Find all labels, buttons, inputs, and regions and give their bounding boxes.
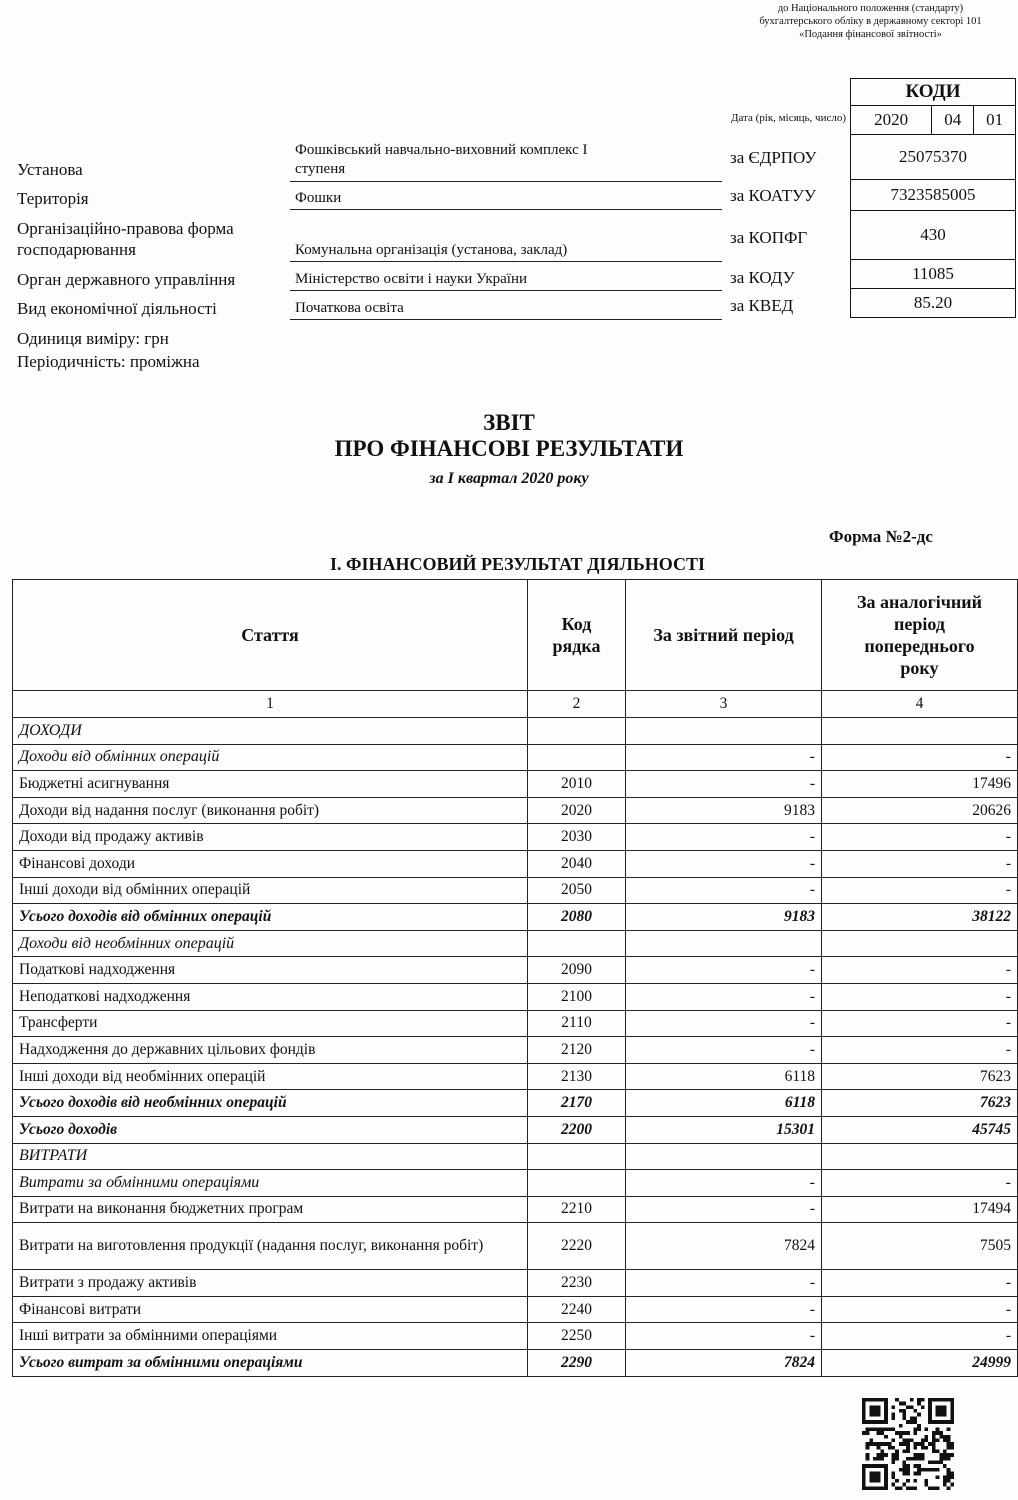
row-current: - xyxy=(626,957,822,984)
table-row xyxy=(13,1037,1018,1064)
row-current: - xyxy=(626,1170,822,1197)
row-previous: 17494 xyxy=(822,1196,1018,1223)
row-previous: 17496 xyxy=(822,771,1018,798)
form-number: Форма №2-дс xyxy=(829,527,933,546)
row-previous: 45745 xyxy=(822,1116,1018,1143)
periodicity-label: Періодичність: проміжна xyxy=(17,352,200,371)
table-row xyxy=(13,1223,1018,1270)
row-previous xyxy=(822,718,1018,745)
row-previous: - xyxy=(822,957,1018,984)
row-name: Доходи від надання послуг (виконання робіт) xyxy=(13,797,528,824)
header-previous-line: року xyxy=(900,658,939,678)
row-name: Усього доходів xyxy=(13,1116,528,1143)
date-month: 04 xyxy=(932,106,974,135)
row-name: Інші доходи від необмінних операцій xyxy=(13,1063,528,1090)
label-kodu: за КОДУ xyxy=(730,268,795,287)
table-row xyxy=(13,1296,1018,1323)
regulation-note xyxy=(728,2,1013,41)
row-current: - xyxy=(626,1196,822,1223)
table-row xyxy=(13,797,1018,824)
row-previous: - xyxy=(822,877,1018,904)
row-previous: - xyxy=(822,1037,1018,1064)
date-year: 2020 xyxy=(851,106,932,135)
row-name: Доходи від обмінних операцій xyxy=(13,744,528,771)
code-edrpou: 25075370 xyxy=(851,135,1016,180)
row-current: 9183 xyxy=(626,904,822,931)
row-name: Трансферти xyxy=(13,1010,528,1037)
row-name: Доходи від продажу активів xyxy=(13,824,528,851)
row-current: - xyxy=(626,983,822,1010)
authority-label: Орган державного управління xyxy=(17,270,236,289)
row-current: - xyxy=(626,1296,822,1323)
header-code-line: Код xyxy=(561,614,592,634)
legal-form-value: Комунальна організація (установа, заклад) xyxy=(295,242,568,258)
row-current xyxy=(626,718,822,745)
table-row xyxy=(13,1063,1018,1090)
row-code: 2250 xyxy=(528,1323,626,1350)
table-row xyxy=(13,1323,1018,1350)
code-kopfg: 430 xyxy=(851,211,1016,260)
row-code: 2050 xyxy=(528,877,626,904)
row-code: 2200 xyxy=(528,1116,626,1143)
row-previous xyxy=(822,1143,1018,1170)
table-row xyxy=(13,1196,1018,1223)
row-name: Фінансові витрати xyxy=(13,1296,528,1323)
row-current: - xyxy=(626,877,822,904)
row-code xyxy=(528,718,626,745)
row-previous: - xyxy=(822,1170,1018,1197)
regulation-note-line: «Подання фінансової звітності» xyxy=(799,29,942,40)
row-current: - xyxy=(626,1010,822,1037)
row-code: 2030 xyxy=(528,824,626,851)
row-name: Усього доходів від обмінних операцій xyxy=(13,904,528,931)
row-current xyxy=(626,1143,822,1170)
table-row xyxy=(13,1270,1018,1297)
header-current: За звітний період xyxy=(626,580,822,691)
row-previous: - xyxy=(822,850,1018,877)
row-code: 2290 xyxy=(528,1350,626,1377)
label-kopfg: за КОПФГ xyxy=(730,228,808,247)
row-previous: 7505 xyxy=(822,1223,1018,1270)
header-previous-line: попереднього xyxy=(864,636,975,656)
row-code: 2170 xyxy=(528,1090,626,1117)
table-row xyxy=(13,850,1018,877)
row-previous: 24999 xyxy=(822,1350,1018,1377)
row-name: Інші доходи від обмінних операцій xyxy=(13,877,528,904)
codes-table xyxy=(850,78,1016,318)
row-previous: 7623 xyxy=(822,1063,1018,1090)
row-current: - xyxy=(626,1323,822,1350)
row-previous: 38122 xyxy=(822,904,1018,931)
table-row xyxy=(13,1010,1018,1037)
row-code: 2240 xyxy=(528,1296,626,1323)
table-row xyxy=(13,1350,1018,1377)
row-previous: - xyxy=(822,1010,1018,1037)
row-name: Усього витрат за обмінними операціями xyxy=(13,1350,528,1377)
table-row xyxy=(13,824,1018,851)
code-kved: 85.20 xyxy=(851,289,1016,318)
row-code xyxy=(528,1170,626,1197)
table-row xyxy=(13,1170,1018,1197)
col-number: 1 xyxy=(13,691,528,718)
row-code xyxy=(528,744,626,771)
row-name: Витрати на виконання бюджетних програм xyxy=(13,1196,528,1223)
row-previous: - xyxy=(822,1270,1018,1297)
row-previous: - xyxy=(822,744,1018,771)
header-previous xyxy=(822,580,1018,691)
row-code: 2020 xyxy=(528,797,626,824)
territory-value: Фошки xyxy=(295,190,342,206)
row-code: 2010 xyxy=(528,771,626,798)
row-code: 2100 xyxy=(528,983,626,1010)
date-day: 01 xyxy=(974,106,1016,135)
col-number: 4 xyxy=(822,691,1018,718)
report-title: ЗВІТ xyxy=(483,410,535,435)
label-kved: за КВЕД xyxy=(730,296,794,315)
territory-underline xyxy=(290,209,722,210)
row-current: - xyxy=(626,1270,822,1297)
legal-form-label-line: Організаційно-правова форма xyxy=(17,219,234,238)
row-previous: - xyxy=(822,983,1018,1010)
row-code: 2110 xyxy=(528,1010,626,1037)
row-current: 6118 xyxy=(626,1063,822,1090)
row-name: Усього доходів від необмінних операцій xyxy=(13,1090,528,1117)
activity-underline xyxy=(290,319,722,320)
row-current: - xyxy=(626,771,822,798)
row-previous: - xyxy=(822,824,1018,851)
table-row xyxy=(13,904,1018,931)
legal-form-underline xyxy=(290,261,722,262)
row-name: Інші витрати за обмінними операціями xyxy=(13,1323,528,1350)
activity-label: Вид економічної діяльності xyxy=(17,299,217,318)
row-code: 2080 xyxy=(528,904,626,931)
regulation-note-line: бухгалтерського обліку в державному секторі 101 xyxy=(759,16,982,27)
row-name: Податкові надходження xyxy=(13,957,528,984)
table-row xyxy=(13,744,1018,771)
row-code: 2210 xyxy=(528,1196,626,1223)
row-name: ДОХОДИ xyxy=(13,718,528,745)
row-current: - xyxy=(626,824,822,851)
row-code: 2230 xyxy=(528,1270,626,1297)
header-code-line: рядка xyxy=(552,636,601,656)
row-current: 15301 xyxy=(626,1116,822,1143)
col-number: 3 xyxy=(626,691,822,718)
header-article: Стаття xyxy=(13,580,528,691)
row-current: 9183 xyxy=(626,797,822,824)
row-code: 2090 xyxy=(528,957,626,984)
table-row xyxy=(13,877,1018,904)
header-code xyxy=(528,580,626,691)
code-koatuu: 7323585005 xyxy=(851,180,1016,211)
institution-value-line: ступеня xyxy=(295,161,346,177)
unit-label: Одиниця виміру: грн xyxy=(17,329,169,348)
row-current: 7824 xyxy=(626,1223,822,1270)
row-name: Витрати на виготовлення продукції (надання послуг, виконання робіт) xyxy=(13,1223,528,1270)
row-previous: 20626 xyxy=(822,797,1018,824)
row-name: Витрати за обмінними операціями xyxy=(13,1170,528,1197)
qr-code xyxy=(862,1398,954,1490)
legal-form-label xyxy=(17,218,234,260)
row-current: - xyxy=(626,744,822,771)
row-code xyxy=(528,1143,626,1170)
label-edrpou: за ЄДРПОУ xyxy=(730,148,817,167)
table-row xyxy=(13,1143,1018,1170)
row-previous: - xyxy=(822,1296,1018,1323)
institution-value-line: Фошківський навчально-виховний комплекс І xyxy=(295,142,588,158)
row-code xyxy=(528,930,626,957)
activity-value: Початкова освіта xyxy=(295,300,404,316)
financial-results-table xyxy=(12,579,1018,1377)
col-number: 2 xyxy=(528,691,626,718)
table-body xyxy=(13,718,1018,1377)
row-current: 6118 xyxy=(626,1090,822,1117)
row-previous: 7623 xyxy=(822,1090,1018,1117)
date-label: Дата (рік, місяць, число) xyxy=(730,112,846,124)
row-name: Неподаткові надходження xyxy=(13,983,528,1010)
table-row xyxy=(13,1090,1018,1117)
section-title: І. ФІНАНСОВИЙ РЕЗУЛЬТАТ ДІЯЛЬНОСТІ xyxy=(329,554,705,574)
table-row xyxy=(13,1116,1018,1143)
row-code: 2130 xyxy=(528,1063,626,1090)
row-previous xyxy=(822,930,1018,957)
row-name: Фінансові доходи xyxy=(13,850,528,877)
table-row xyxy=(13,718,1018,745)
report-subtitle: ПРО ФІНАНСОВІ РЕЗУЛЬТАТИ xyxy=(334,436,684,461)
report-period: за І квартал 2020 року xyxy=(429,470,589,487)
row-previous: - xyxy=(822,1323,1018,1350)
authority-value: Міністерство освіти і науки України xyxy=(295,271,528,287)
row-name: Витрати з продажу активів xyxy=(13,1270,528,1297)
institution-label: Установа xyxy=(17,160,83,179)
row-current xyxy=(626,930,822,957)
institution-value xyxy=(295,141,588,179)
row-current: - xyxy=(626,850,822,877)
authority-underline xyxy=(290,290,722,291)
row-code: 2040 xyxy=(528,850,626,877)
legal-form-label-line: господарювання xyxy=(17,240,136,259)
label-koatuu: за КОАТУУ xyxy=(730,186,817,205)
row-code: 2120 xyxy=(528,1037,626,1064)
header-previous-line: За аналогічний xyxy=(856,592,983,612)
institution-underline xyxy=(290,181,722,182)
row-name: ВИТРАТИ xyxy=(13,1143,528,1170)
regulation-note-line: до Національного положення (стандарту) xyxy=(777,3,964,14)
header-previous-line: період xyxy=(894,614,945,634)
row-name: Бюджетні асигнування xyxy=(13,771,528,798)
row-name: Надходження до державних цільових фондів xyxy=(13,1037,528,1064)
row-code: 2220 xyxy=(528,1223,626,1270)
row-current: 7824 xyxy=(626,1350,822,1377)
table-row xyxy=(13,983,1018,1010)
codes-title: КОДИ xyxy=(851,79,1016,106)
territory-label: Територія xyxy=(17,189,89,208)
table-row xyxy=(13,930,1018,957)
table-row xyxy=(13,771,1018,798)
code-kodu: 11085 xyxy=(851,260,1016,289)
table-row xyxy=(13,957,1018,984)
row-current: - xyxy=(626,1037,822,1064)
row-name: Доходи від необмінних операцій xyxy=(13,930,528,957)
